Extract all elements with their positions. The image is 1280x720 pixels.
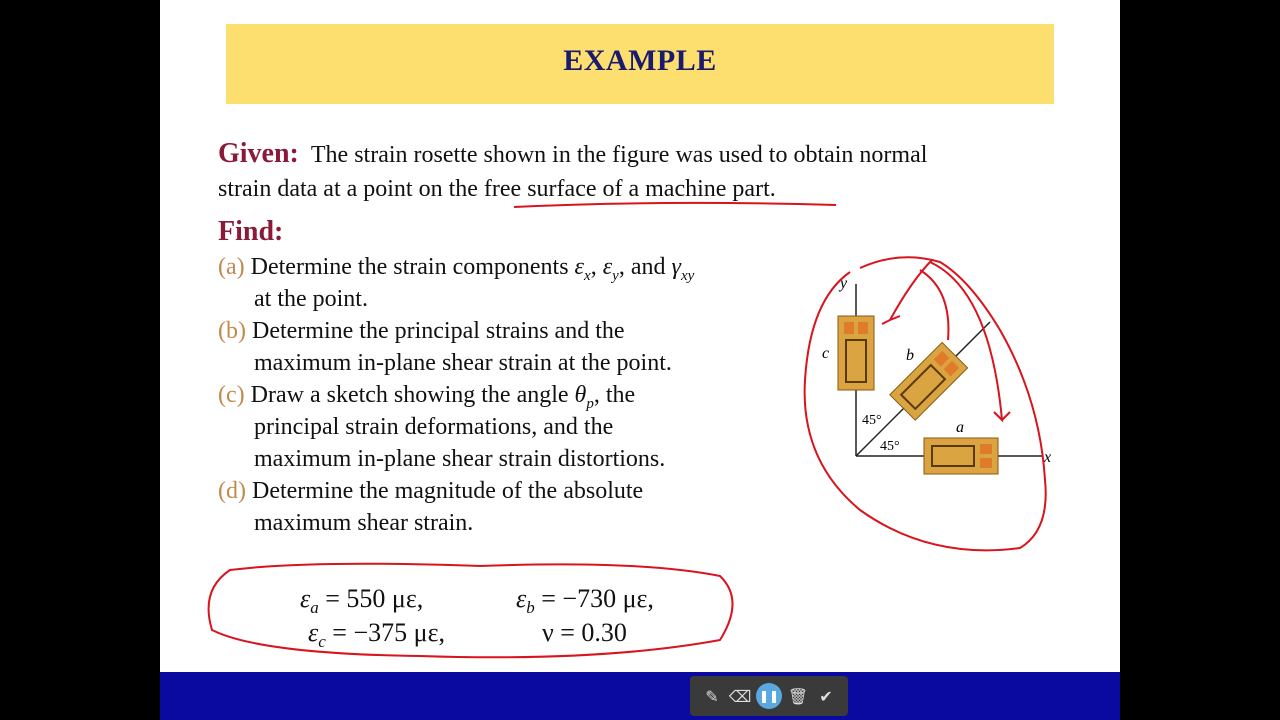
label-y: y <box>840 275 848 292</box>
ec-val: = −375 με, <box>325 618 445 647</box>
item-c-line3: maximum in-plane shear strain distortions. <box>254 446 666 472</box>
eq-eb <box>516 584 654 618</box>
eb-val: = −730 με, <box>534 584 654 613</box>
epsilon-y: ε <box>602 254 613 280</box>
eq-nu: ν = 0.30 <box>542 618 627 647</box>
given-text-1: The strain rosette shown in the figure was used to obtain normal <box>310 142 928 168</box>
item-label-c: (c) <box>218 382 245 408</box>
item-c-text: Draw a sketch showing the angle <box>250 382 569 408</box>
item-a-text: Determine the strain components <box>250 254 569 280</box>
given-label: Given: <box>218 138 299 169</box>
theta-symbol: θ <box>574 382 587 408</box>
item-b-line2: maximum in-plane shear strain at the point. <box>254 350 672 376</box>
item-b-text: Determine the principal strains and the <box>251 318 625 344</box>
eraser-icon[interactable]: ⌫ <box>728 686 752 706</box>
item-c-text-b: , the <box>593 382 636 408</box>
ea-sub: a <box>310 598 319 618</box>
given-line2 <box>218 176 776 203</box>
trash-icon[interactable]: 🗑 <box>787 686 809 706</box>
angle-label-2: 45° <box>880 439 900 454</box>
pause-icon[interactable]: ❚❚ <box>756 683 782 709</box>
find-item-a: (a) Determine the strain components $\varepsilon_x$, $\varepsilon_y$, and $\gamma_{xy}$ <box>218 254 695 284</box>
item-d-text: Determine the magnitude of the absolute <box>251 478 644 504</box>
gauge-c <box>838 316 874 390</box>
item-c-line2: principal strain deformations, and the <box>254 414 614 440</box>
playback-toolbar <box>690 676 848 716</box>
label-x: x <box>1044 449 1052 466</box>
sub-xy: xy <box>680 267 695 284</box>
slide-title: EXAMPLE <box>563 44 717 77</box>
and-text: , and <box>618 254 666 280</box>
ea-val: = 550 με, <box>318 584 424 613</box>
find-label: Find: <box>218 216 284 247</box>
theta-sub: p <box>586 395 594 412</box>
eb-sym: ε <box>516 584 527 613</box>
given-text-2a: strain data at a point on the <box>218 176 484 202</box>
find-item-d <box>218 478 643 505</box>
eq-ea <box>300 584 423 618</box>
epsilon-x: ε <box>574 254 585 280</box>
find-item-c <box>218 382 635 413</box>
find-item-b <box>218 318 625 345</box>
gauge-a <box>924 438 998 474</box>
label-a: a <box>956 419 964 436</box>
sub-x: x <box>584 267 591 284</box>
item-label-d: (d) <box>218 478 246 504</box>
gamma-xy: γ <box>671 254 681 280</box>
eb-sub: b <box>526 598 535 618</box>
gauge-b <box>890 342 968 420</box>
angle-label-1: 45° <box>862 413 882 428</box>
label-c: c <box>822 345 830 362</box>
label-b: b <box>906 347 914 364</box>
sub-y: y <box>612 267 619 284</box>
item-label-b: (b) <box>218 318 246 344</box>
item-d-line2: maximum shear strain. <box>254 510 474 536</box>
ec-sym: ε <box>308 618 319 647</box>
item-a-line2: at the point. <box>254 286 368 312</box>
check-icon[interactable]: ✔ <box>819 686 833 706</box>
given-line1 <box>218 138 927 170</box>
underline-annotation <box>514 203 836 207</box>
ec-sub: c <box>318 632 326 652</box>
slide <box>160 0 1120 720</box>
pen-icon[interactable]: ✎ <box>705 686 719 706</box>
ea-sym: ε <box>300 584 311 613</box>
eq-ec <box>308 618 445 652</box>
bottom-bar <box>160 672 1120 720</box>
given-text-2b: free surface of a machine part. <box>483 176 776 202</box>
item-label-a: (a) <box>218 254 245 280</box>
strain-rosette-figure <box>800 270 1060 490</box>
